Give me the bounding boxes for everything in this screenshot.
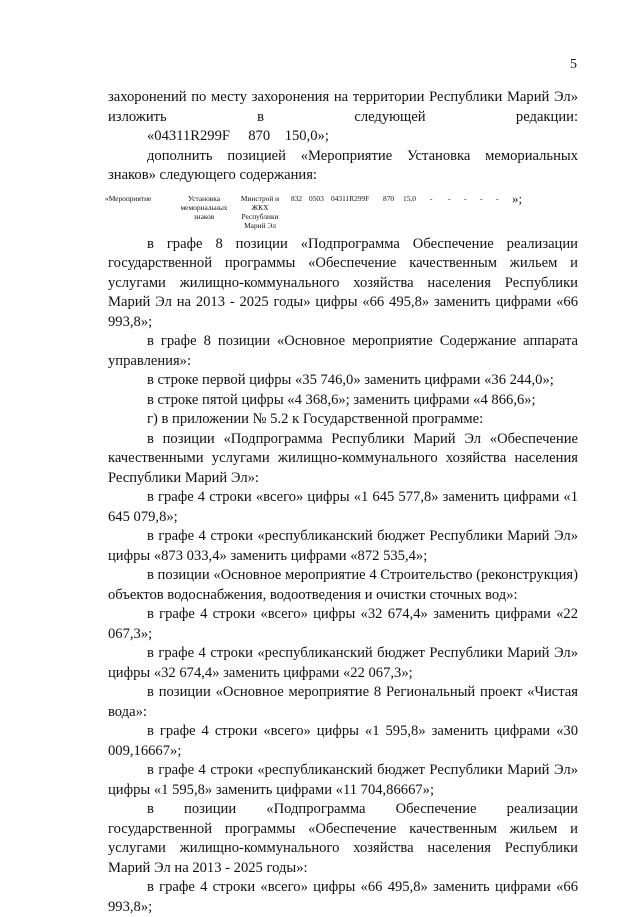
table-cell: 0503 bbox=[309, 193, 324, 203]
paragraph: в позиции «Подпрограмма Республики Марий Эл «Обеспечение качественными услугами жилищно-коммунального хозяйства населения Республики Марий Эл»: bbox=[108, 430, 578, 486]
paragraph: захоронений по месту захоронения на территории Республики Марий Эл» изложить в следующей редакции: bbox=[108, 89, 578, 125]
table-cell: 870 bbox=[383, 193, 395, 203]
paragraph: в графе 4 строки «всего» цифры «32 674,4» заменить цифрами «22 067,3»; bbox=[108, 606, 578, 642]
paragraph: г) в приложении № 5.2 к Государственной программе: bbox=[147, 411, 484, 427]
paragraph: в графе 4 строки «республиканский бюджет Республики Марий Эл» цифры «1 595,8» заменить цифрами «11 704,86667»; bbox=[108, 762, 578, 798]
paragraph: дополнить позицией «Мероприятие Установка мемориальных знаков» следующего содержания: bbox=[108, 147, 578, 183]
table-cell: 832 bbox=[291, 193, 303, 203]
table-cell: Установка мемориальных знаков bbox=[180, 193, 228, 221]
table-cell: - bbox=[480, 193, 483, 203]
paragraph: в строке первой цифры «35 746,0» заменить цифрами «36 244,0»; bbox=[147, 372, 554, 388]
paragraph: в позиции «Основное мероприятие 4 Строительство (реконструкция) объектов водоснабжения, водоотведения и очистки сточных вод»: bbox=[108, 567, 578, 603]
table-cell: Минстрой и ЖКХ Республики Марий Эл bbox=[240, 193, 280, 230]
table-cell: - bbox=[448, 193, 451, 203]
paragraph: в позиции «Основное мероприятие 8 Региональный проект «Чистая вода»: bbox=[108, 684, 578, 720]
table-cell: - bbox=[430, 193, 433, 203]
paragraph: в позиции «Подпрограмма Обеспечение реализации государственной программы «Обеспечение качественным жильем и услугами жилищно-коммунального хозяйства населения Республики Марий Эл на 2013 - 2025 годы»: bbox=[108, 801, 578, 876]
table-cell: - bbox=[464, 193, 467, 203]
paragraph: в графе 4 строки «республиканский бюджет Республики Марий Эл» цифры «32 674,4» заменить цифрами «22 067,3»; bbox=[108, 645, 578, 681]
paragraph: в графе 8 позиции «Основное мероприятие Содержание аппарата управления»: bbox=[108, 333, 578, 369]
table-row bbox=[105, 190, 578, 231]
paragraph: в графе 4 строки «республиканский бюджет Республики Марий Эл» цифры «873 033,4» заменить цифрами «872 535,4»; bbox=[108, 528, 578, 564]
document-body bbox=[105, 88, 578, 917]
page-number: 5 bbox=[570, 57, 577, 72]
paragraph: в графе 4 строки «всего» цифры «1 595,8» заменить цифрами «30 009,16667»; bbox=[108, 723, 578, 759]
paragraph: «04311R299F 870 150,0»; bbox=[147, 128, 329, 144]
table-cell: 15,0 bbox=[403, 193, 416, 203]
table-cell: - bbox=[496, 193, 499, 203]
table-cell: 04311R299F bbox=[331, 193, 370, 203]
table-cell: «Мероприятие bbox=[105, 193, 152, 203]
paragraph: в графе 4 строки «всего» цифры «1 645 577,8» заменить цифрами «1 645 079,8»; bbox=[108, 489, 578, 525]
paragraph: в строке пятой цифры «4 368,6»; заменить цифрами «4 866,6»; bbox=[147, 391, 536, 408]
paragraph: в графе 8 позиции «Подпрограмма Обеспечение реализации государственной программы «Обеспечение качественным жильем и услугами жилищно-коммунального хозяйства населения Республики Марий Эл на 2013 - 2025 годы» цифры «66 495,8» заменить цифрами «66 993,8»; bbox=[108, 235, 578, 330]
table-cell: »; bbox=[512, 190, 523, 206]
paragraph: в графе 4 строки «всего» цифры «66 495,8» заменить цифрами «66 993,8»; bbox=[108, 879, 578, 915]
